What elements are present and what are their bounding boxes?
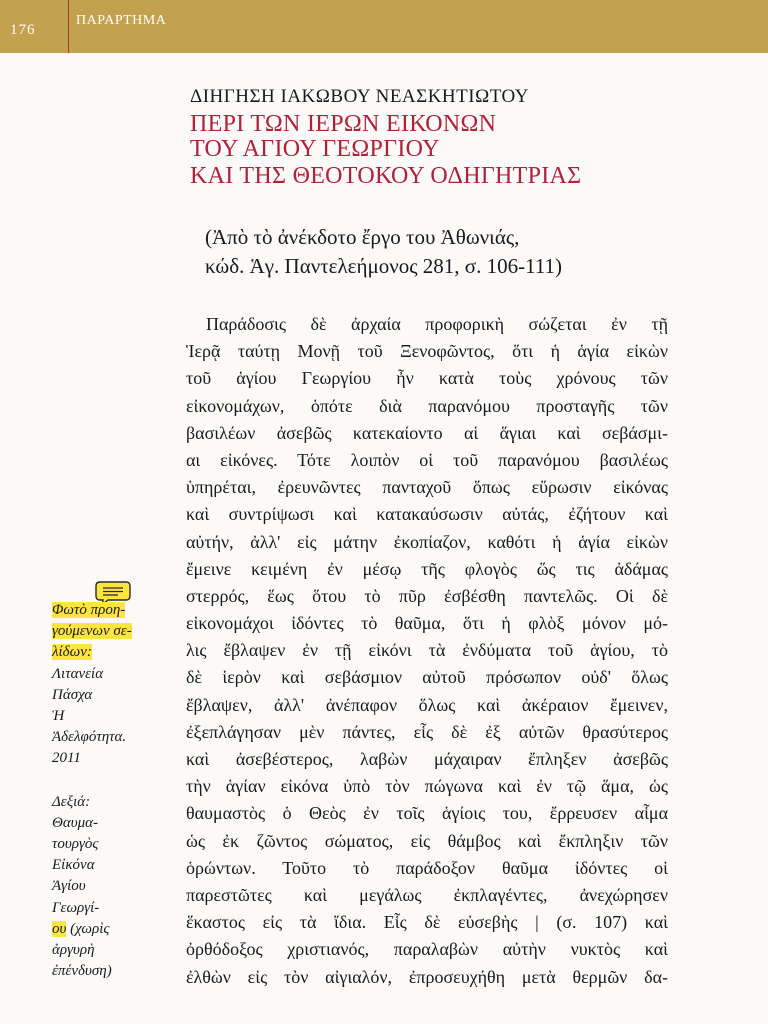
caption-highlight[interactable]: Φωτὸ προη- <box>52 602 126 618</box>
body-line: ἐξεπλάγησαν μὲν πάντες, εἷς δὲ ἐξ αὐτῶν θρασύτερος <box>186 721 668 742</box>
body-line: δὲ ἱερὸν καὶ σεβάσμιον αὐτοῦ πρόσωπον οὐδ' ὅλως <box>186 667 668 688</box>
photo-caption <box>52 600 184 982</box>
caption-line: Πάσχα <box>52 686 93 703</box>
caption-line: (χωρὶς <box>66 920 110 937</box>
caption-line: Λιτανεία <box>52 665 104 682</box>
running-head: ΠΑΡΑΡΤΗΜΑ <box>76 13 167 28</box>
caption-highlight[interactable]: λίδων: <box>52 644 92 661</box>
body-line: ὀρθόδοξος χριστιανός, παραλαβὼν αὐτὴν νυκτὸς καὶ <box>186 939 668 960</box>
caption-line: ἐπένδυση) <box>52 963 112 980</box>
title-line-2: ΤΟΥ ΑΓΙΟΥ ΓΕΩΡΓΙΟΥ <box>190 136 440 162</box>
caption-highlight[interactable]: γούμενων σε- <box>52 623 132 640</box>
source-line-2: κώδ. Ἁγ. Παντελεήμονος 281, σ. 106-111) <box>205 254 563 278</box>
body-line: θαυμαστὸς ὁ Θεὸς ἐν τοῖς ἁγίοις του, ἔρρευσεν αἷμα <box>186 803 668 824</box>
caption-line: Εἰκόνα <box>52 857 95 874</box>
body-line: τὴν ἁγίαν εἰκόνα ὑπὸ τὸν πώγωνα καὶ ἐν τῷ ἅμα, ὡς <box>186 776 668 797</box>
body-line: τοῦ ἁγίου Γεωργίου ἦν κατὰ τοὺς χρόνους τῶν <box>186 368 668 389</box>
body-line: εἰκονομάχοι ἰδόντες τὸ θαῦμα, ὅτι ἡ φλὸξ μόνον μό- <box>186 613 668 634</box>
body-line: παρεστῶτες καὶ μεγάλως ἐκπλαγέντες, ἀνεχώρησεν <box>186 884 668 905</box>
body-line: ἔμεινε κειμένη ἐν μέσῳ τῆς φλογὸς ὥς τις ἀδάμας <box>186 558 668 579</box>
caption-highlight[interactable]: ου <box>52 920 67 937</box>
page-number: 176 <box>10 22 36 38</box>
body-line: ὑπηρέται, ἐρευνῶντες πανταχοῦ ὅπως εὕρωσιν εἰκόνας <box>186 477 668 498</box>
header-divider <box>68 0 69 53</box>
source-line-1: (Ἀπὸ τὸ ἀνέκδοτο ἔργο του Ἀθωνιάς, <box>205 225 520 249</box>
body-line: ἔβλαψεν, ἀλλ' ἀνέπαφον ὅλως καὶ ἀκέραιον ἔμεινεν, <box>186 694 668 715</box>
caption-line: Θαυμα- <box>52 814 98 831</box>
body-line: αὐτήν, ἀλλ' εἰς μάτην ἐκοπίαζον, καθότι ἡ ἁγία εἰκὼν <box>186 531 668 552</box>
caption-line: 2011 <box>52 750 81 767</box>
body-text <box>186 311 668 991</box>
title-line-1: ΠΕΡΙ ΤΩΝ ΙΕΡΩΝ ΕΙΚΟΝΩΝ <box>190 111 497 137</box>
body-line: λις ἔβλαψεν ἐν τῇ εἰκόνι τὰ ἐνδύματα τοῦ ἁγίου, τὸ <box>186 640 668 661</box>
body-line: Παράδοσις δὲ ἀρχαία προφορικὴ σώζεται ἐν τῇ <box>206 314 668 334</box>
body-line: καὶ συντρίψωσι καὶ κατακαύσωσιν αὐτάς, ἐζήτουν καὶ <box>186 504 668 525</box>
title-line-3: ΚΑΙ ΤΗΣ ΘΕΟΤΟΚΟΥ ΟΔΗΓΗΤΡΙΑΣ <box>190 163 582 189</box>
body-line: καὶ ἀσεβέστερος, λαβὼν μάχαιραν ἔπληξεν ἀσεβῶς <box>186 749 668 769</box>
body-line: ὡς ἐκ ζῶντος σώματος, εἰς θάμβος καὶ ἔκπληξιν τῶν <box>186 830 668 851</box>
body-line: στερρός, ἕως ὅτου τὸ πῦρ ἐσβέσθη παντελῶς. Οἱ δὲ <box>186 585 668 606</box>
caption-line: Ἡ <box>52 708 65 725</box>
body-line: αι εἰκόνες. Τότε λοιπὸν οἱ τοῦ παρανόμου βασιλέως <box>186 449 668 470</box>
caption-line: ἀργυρὴ <box>52 942 95 959</box>
caption-line: τουργὸς <box>52 836 99 853</box>
body-line: βασιλέων ἀσεβῶς κατεκαίοντο αἱ ἅγιαι καὶ σεβάσμι- <box>186 422 668 443</box>
body-line: ἕκαστος εἰς τὰ ἴδια. Εἷς δὲ εὐσεβὴς | (σ. 107) καὶ <box>186 912 668 933</box>
body-line: ἐλθὼν εἰς τὸν αἰγιαλόν, ἐπροσευχήθη μετὰ θερμῶν δα- <box>186 966 668 987</box>
body-line: Ἱερᾷ ταύτῃ Μονῇ τοῦ Ξενοφῶντος, ὅτι ἡ ἁγία εἰκὼν <box>186 341 668 362</box>
body-line: ὁρώντων. Τοῦτο τὸ παράδοξον θαῦμα ἰδόντες οἱ <box>186 857 668 878</box>
caption-line: Γεωργί- <box>52 899 100 916</box>
author-line: ΔΙΗΓΗΣΗ ΙΑΚΩΒΟΥ ΝΕΑΣΚΗΤΙΩΤΟΥ <box>190 86 529 107</box>
caption-line: Ἀδελφότητα. <box>52 729 127 746</box>
body-line: εἰκονομάχων, ὁπότε διὰ παρανόμου προσταγῆς τῶν <box>186 395 668 416</box>
caption-line: Ἁγίου <box>52 878 86 895</box>
caption-line: Δεξιά: <box>52 793 91 810</box>
